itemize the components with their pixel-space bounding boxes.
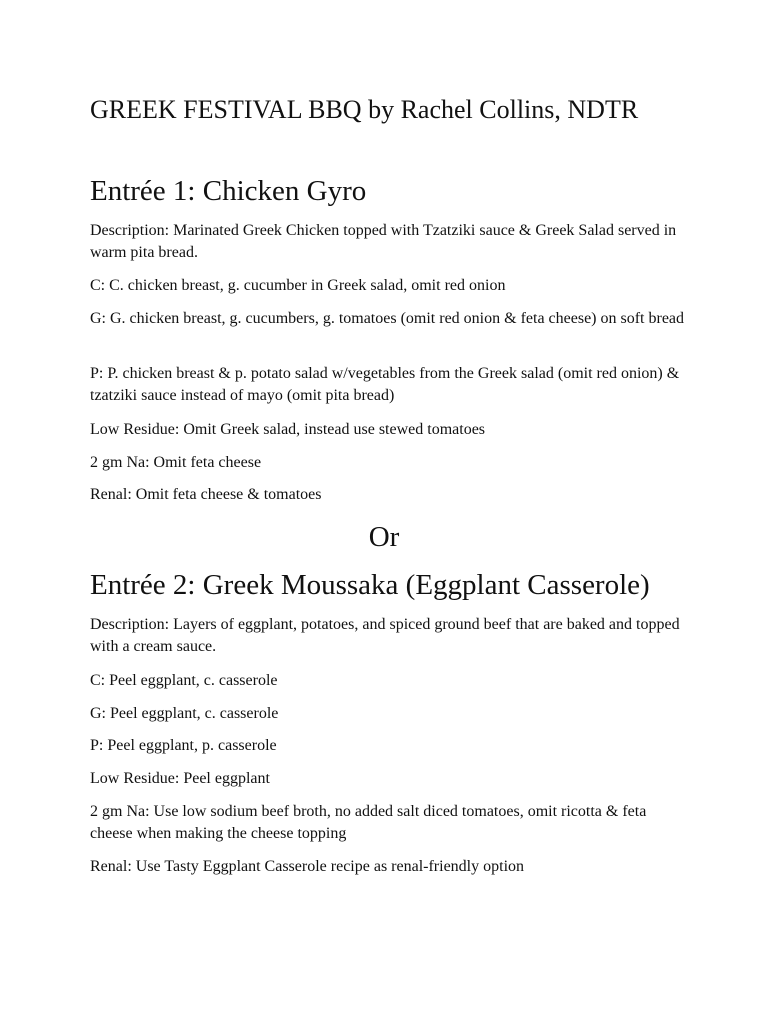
entree2-pureed: P: Peel eggplant, p. casserole	[90, 737, 277, 754]
entree1-pureed: P: P. chicken breast & p. potato salad w/vegetables from the Greek salad (omit red onion) & tzatziki sauce instead of mayo (omit pita bread)	[90, 365, 680, 404]
entree1-sodium: 2 gm Na: Omit feta cheese	[90, 454, 262, 471]
entree2-gi-soft: G: Peel eggplant, c. casserole	[90, 705, 279, 722]
entree2-sodium: 2 gm Na: Use low sodium beef broth, no added salt diced tomatoes, omit ricotta & feta cheese when making the cheese topping	[90, 803, 647, 842]
entree2-renal: Renal: Use Tasty Eggplant Casserole recipe as renal-friendly option	[90, 858, 525, 875]
entree1-consistent-carb: C: C. chicken breast, g. cucumber in Greek salad, omit red onion	[90, 277, 506, 294]
entree1-description: Description: Marinated Greek Chicken topped with Tzatziki sauce & Greek Salad served in warm pita bread.	[90, 222, 677, 261]
entree2-low-residue: Low Residue: Peel eggplant	[90, 770, 270, 787]
entree2-description: Description: Layers of eggplant, potatoes, and spiced ground beef that are baked and topped with a cream sauce.	[90, 616, 680, 655]
entree1-low-residue: Low Residue: Omit Greek salad, instead use stewed tomatoes	[90, 421, 486, 438]
entree1-renal: Renal: Omit feta cheese & tomatoes	[90, 486, 322, 503]
entree1-heading: Entrée 1: Chicken Gyro	[90, 175, 367, 207]
entree2-heading: Entrée 2: Greek Moussaka (Eggplant Casserole)	[90, 569, 650, 601]
document-title: GREEK FESTIVAL BBQ by Rachel Collins, NDTR	[90, 95, 639, 124]
entree2-consistent-carb: C: Peel eggplant, c. casserole	[90, 672, 278, 689]
entree1-gi-soft: G: G. chicken breast, g. cucumbers, g. tomatoes (omit red onion & feta cheese) on soft bread	[90, 310, 685, 327]
or-separator: Or	[368, 521, 400, 553]
